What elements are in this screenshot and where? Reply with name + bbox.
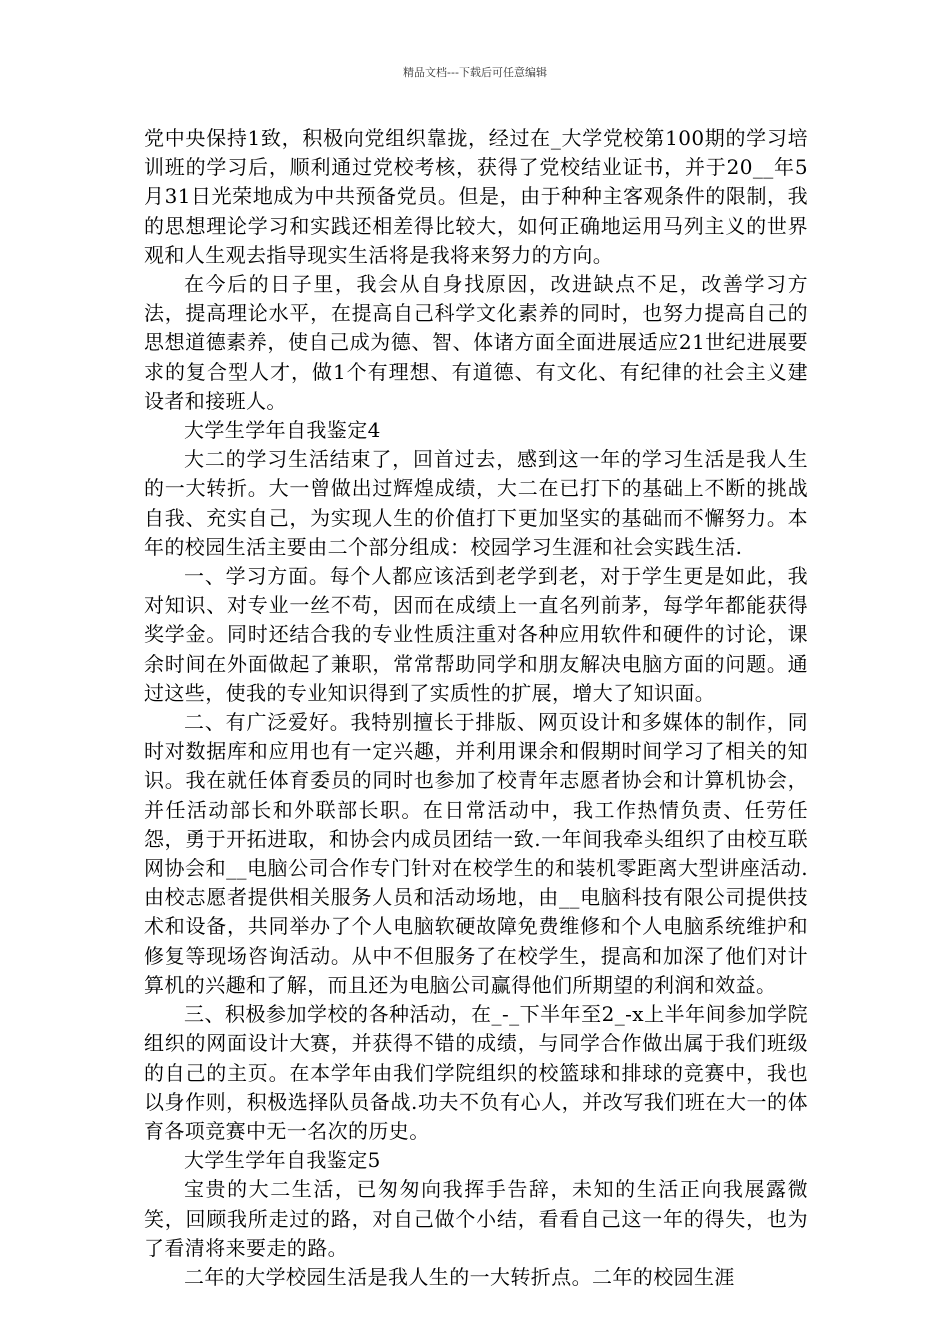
paragraph: 党中央保持1致，积极向党组织靠拢，经过在_大学党校第100期的学习培训班的学习后，顺利通过党校考核，获得了党校结业证书，并于20__年5月31日光荣地成为中共预备党员。但是，由于种种主客观条件的限制，我的思想理论学习和实践还相差得比较大，如何正确地运用马列主义的世界观和人生观去指导现实生活将是我将来努力的方向。 [144,126,808,267]
paragraph: 大二的学习生活结束了，回首过去，感到这一年的学习生活是我人生的一大转折。大一曾做出过辉煌成绩，大二在已打下的基础上不断的挑战自我、充实自己，为实现人生的价值打下更加坚实的基础而不懈努力。本年的校园生活主要由二个部分组成：校园学习生涯和社会实践生活. [144,447,808,559]
paragraph: 宝贵的大二生活，已匆匆向我挥手告辞，未知的生活正向我展露微笑，回顾我所走过的路，对自己做个小结，看看自己这一年的得失，也为了看清将来要走的路。 [144,1177,808,1260]
paragraph: 二、有广泛爱好。我特别擅长于排版、网页设计和多媒体的制作，同时对数据库和应用也有一定兴趣，并利用课余和假期时间学习了相关的知识。我在就任体育委员的同时也参加了校青年志愿者协会和计算机协会，并任活动部长和外联部长职。在日常活动中，我工作热情负责、任劳任怨，勇于开拓进取，和协会内成员团结一致.一年间我牵头组织了由校互联网协会和__电脑公司合作专门针对在校学生的和装机零距离大型讲座活动.由校志愿者提供相关服务人员和活动场地，由__电脑科技有限公司提供技术和设备，共同举办了个人电脑软硬故障免费维修和个人电脑系统维护和修复等现场咨询活动。从中不但服务了在校学生，提高和加深了他们对计算机的兴趣和了解，而且还为电脑公司赢得他们所期望的利润和效益。 [144,710,808,997]
paragraph: 二年的大学校园生活是我人生的一大转折点。二年的校园生涯 [184,1264,735,1289]
paragraph: 三、积极参加学校的各种活动，在_-_下半年至2_-x上半年间参加学院组织的网面设计大赛，并获得不错的成绩，与同学合作做出属于我们班级的自己的主页。在本学年由我们学院组织的校篮球和排球的竞赛中，我也以身作则，积极选择队员备战.功夫不负有心人，并改写我们班在大一的体育各项竞赛中无一名次的历史。 [144,1002,808,1143]
paragraph: 一、学习方面。每个人都应该活到老学到老，对于学生更是如此，我对知识、对专业一丝不苟，因而在成绩上一直名列前茅，每学年都能获得奖学金。同时还结合我的专业性质注重对各种应用软件和硬件的讨论，课余时间在外面做起了兼职，常常帮助同学和朋友解决电脑方面的问题。通过这些，使我的专业知识得到了实质性的扩展，增大了知识面。 [144,564,808,705]
document-body [144,124,808,1292]
page-header: 精品文档---下载后可任意编辑 [403,66,547,79]
section-heading: 大学生学年自我鉴定4 [184,418,381,443]
paragraph: 在今后的日子里，我会从自身找原因，改进缺点不足，改善学习方法，提高理论水平，在提高自己科学文化素养的同时，也努力提高自己的思想道德素养，使自己成为德、智、体诸方面全面进展适应21世纪进展要求的复合型人才，做1个有理想、有道德、有文化、有纪律的社会主义建设者和接班人。 [144,272,808,413]
section-heading: 大学生学年自我鉴定5 [184,1148,381,1173]
